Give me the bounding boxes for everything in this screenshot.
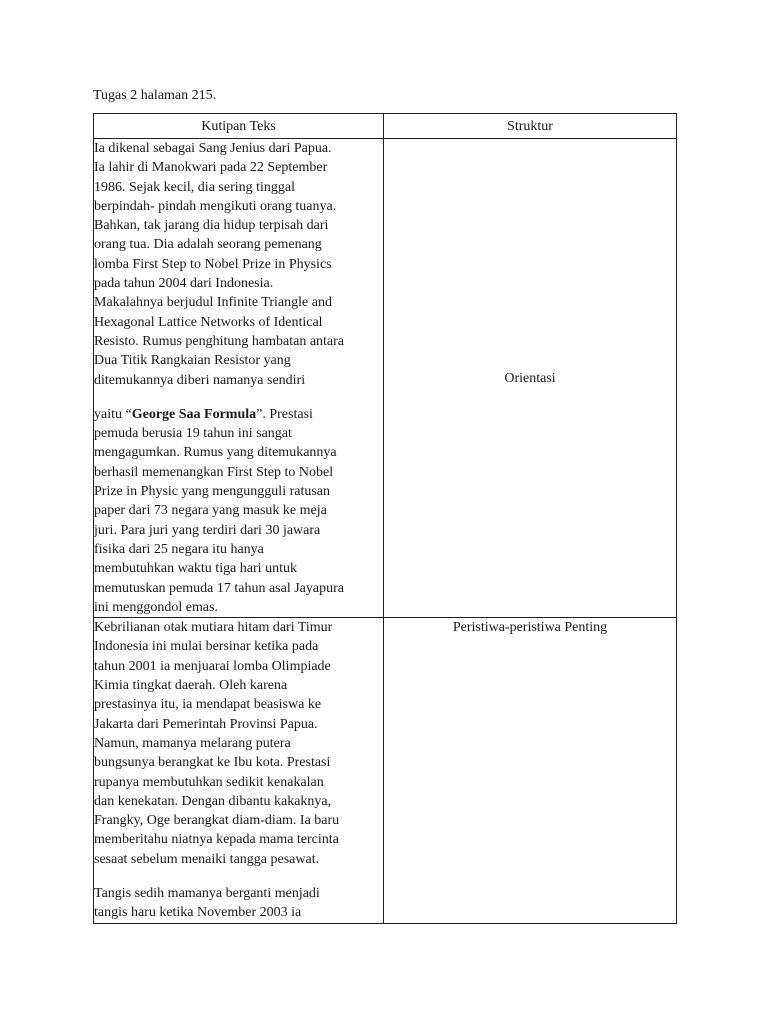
table-header-row: [94, 114, 677, 139]
formula-name: George Saa Formula: [131, 406, 257, 422]
quote-paragraph: Kebrilianan otak mutiara hitam dari Timur Indonesia ini mulai bersinar ketika pada tahun 2001 ia menjuarai lomba Olimpiade Kimia tingkat daerah. Oleh karena prestasinya itu, ia mendapat beasiswa ke Jakarta dari Pemerintah Provinsi Papua. Namun, mamanya melarang putera bungsunya berangkat ke Ibu kota. Prestasi rupanya membutuhkan sedikit kenakalan dan kenekatan. Dengan dibantu kakaknya, Frangky, Oge berangkat diam-diam. Ia baru memberitahu niatnya kepada mama tercinta sesaat sebelum menaiki tangga pesawat.: [94, 620, 340, 867]
header-kutipan-teks: Kutipan Teks: [94, 114, 384, 139]
quote-paragraph: yaitu “George Saa Formula”. Prestasi pemuda berusia 19 tahun ini sangat mengagumkan. Rumus yang ditemukannya berhasil memenangkan First Step to Nobel Prize in Physic yang mengungguli ratusan paper dari 73 negara yang masuk ke meja juri. Para juri yang terdiri dari 30 jawara fisika dari 25 negara itu hanya membutuhkan waktu tiga hari untuk memutuskan pemuda 17 tahun asal Jayapura ini menggondol emas.: [94, 406, 344, 615]
quote-cell-peristiwa: [94, 618, 384, 923]
quote-paragraph: Tangis sedih mamanya berganti menjadi tangis haru ketika November 2003 ia: [94, 885, 320, 921]
quote-paragraph: Ia dikenal sebagai Sang Jenius dari Papua. Ia lahir di Manokwari pada 22 September 1986. Sejak kecil, dia sering tinggal berpindah- pindah mengikuti orang tuanya. Bahkan, tak jarang dia hidup terpisah dari orang tua. Dia adalah seorang pemenang lomba First Step to Nobel Prize in Physics pada tahun 2004 dari Indonesia. Makalahnya berjudul Infinite Triangle and Hexagonal Lattice Networks of Identical Resisto. Rumus penghitung hambatan antara Dua Titik Rangkaian Resistor yang ditemukannya diberi namanya sendiri: [94, 141, 345, 388]
structure-cell-peristiwa: Peristiwa-peristiwa Penting: [384, 618, 677, 923]
quote-cell-orientasi: [94, 139, 384, 618]
header-struktur: Struktur: [384, 114, 677, 139]
structure-cell-orientasi: Orientasi: [384, 139, 677, 618]
page-heading: Tugas 2 halaman 215.: [93, 88, 217, 103]
table-row: [94, 139, 677, 618]
table-row: [94, 618, 677, 923]
structure-table: [93, 113, 677, 924]
